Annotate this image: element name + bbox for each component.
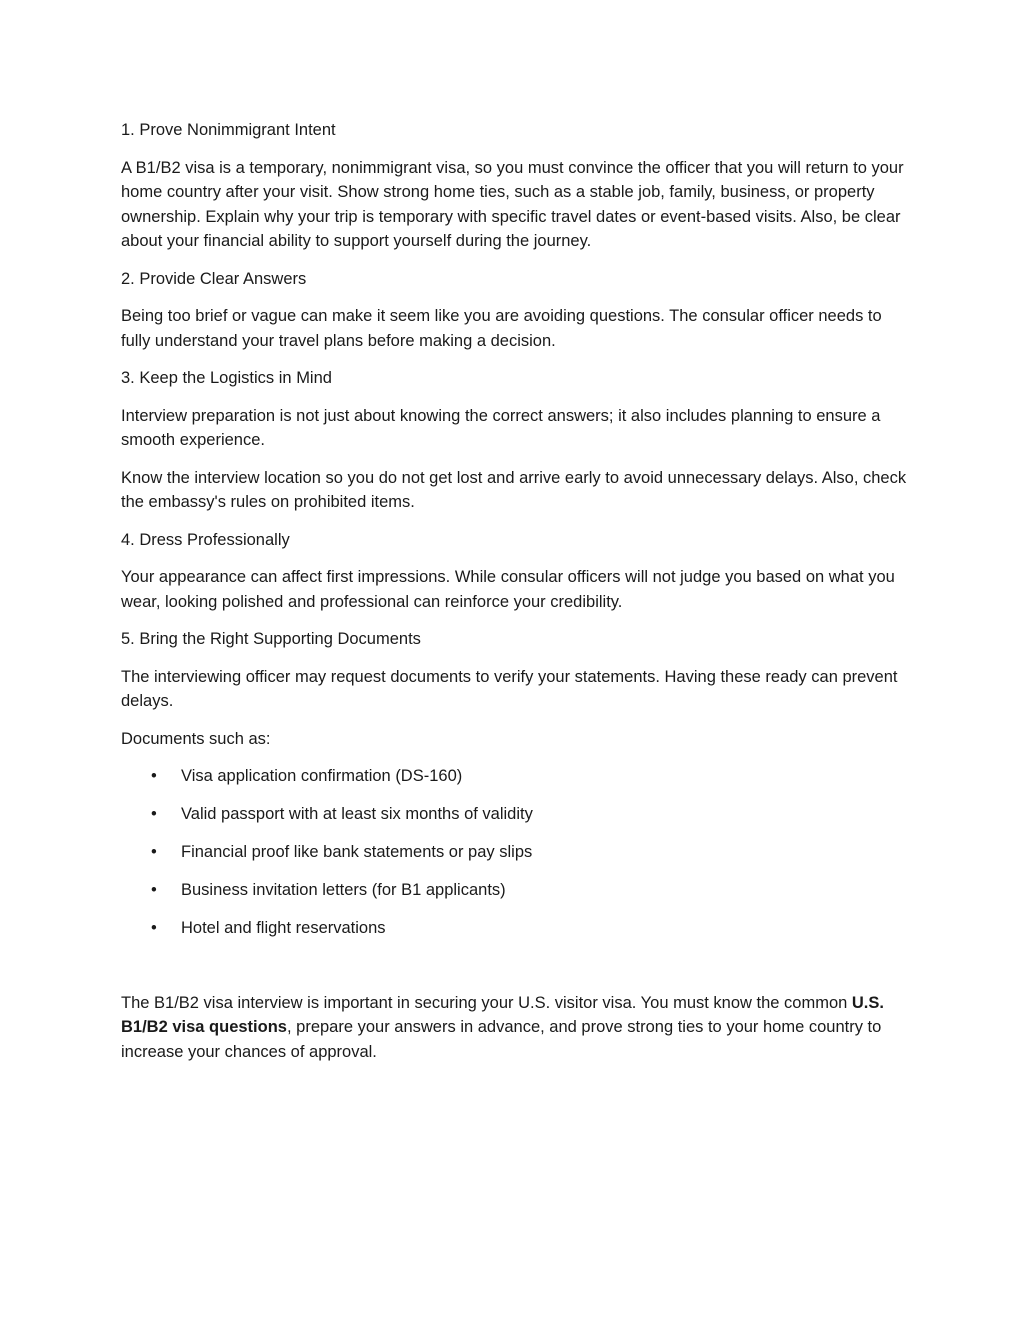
list-item [121, 878, 911, 903]
paragraph-nonimmigrant-intent: A B1/B2 visa is a temporary, nonimmigrant visa, so you must convince the officer that you will return to your home country after your visit. Show strong home ties, such as a stable job, family, business, or property ownership. Explain why your trip is temporary with specific travel dates or event-based visits. Also, be clear about your financial ability to support yourself during the journey. [121, 158, 904, 250]
bullet-icon: • [151, 843, 157, 861]
paragraph-dress: Your appearance can affect first impressions. While consular officers will not judge you based on what you wear, looking polished and professional can reinforce your credibility. [121, 568, 895, 611]
bullet-icon: • [151, 805, 157, 823]
closing-text-start: The B1/B2 visa interview is important in securing your U.S. visitor visa. You must know the common [121, 993, 852, 1012]
documents-list [121, 764, 911, 941]
list-item-text: Visa application confirmation (DS-160) [181, 767, 463, 785]
list-item-text: Business invitation letters (for B1 applicants) [181, 881, 506, 899]
list-item [121, 802, 911, 827]
section-heading-documents: 5. Bring the Right Supporting Documents [121, 630, 421, 648]
closing-paragraph [121, 991, 911, 1065]
section-heading-clear-answers: 2. Provide Clear Answers [121, 269, 307, 288]
section-heading-dress: 4. Dress Professionally [121, 530, 290, 549]
list-item-text: Financial proof like bank statements or pay slips [181, 843, 533, 861]
paragraph-documents-intro: Documents such as: [121, 729, 271, 748]
list-item [121, 840, 911, 865]
document-page [121, 118, 911, 1077]
bullet-icon: • [151, 919, 157, 937]
closing-bold-keyword: U.S. B1/B2 visa questions [121, 993, 884, 1036]
list-item [121, 764, 911, 789]
closing-text-end: , prepare your answers in advance, and prove strong ties to your home country to increase your chances of approval. [121, 1018, 882, 1061]
bullet-icon: • [151, 881, 157, 899]
list-item-text: Valid passport with at least six months of validity [181, 805, 533, 823]
list-item-text: Hotel and flight reservations [181, 919, 386, 937]
paragraph-logistics-1: Interview preparation is not just about knowing the correct answers; it also includes planning to ensure a smooth experience. [121, 406, 881, 449]
paragraph-logistics-2: Know the interview location so you do not get lost and arrive early to avoid unnecessary delays. Also, check the embassy's rules on prohibited items. [121, 468, 907, 511]
section-heading-nonimmigrant-intent: 1. Prove Nonimmigrant Intent [121, 121, 336, 139]
paragraph-clear-answers: Being too brief or vague can make it seem like you are avoiding questions. The consular officer needs to fully understand your travel plans before making a decision. [121, 307, 882, 350]
list-item [121, 916, 911, 941]
section-heading-logistics: 3. Keep the Logistics in Mind [121, 369, 332, 387]
paragraph-documents-1: The interviewing officer may request documents to verify your statements. Having these ready can prevent delays. [121, 667, 898, 710]
bullet-icon: • [151, 767, 157, 785]
